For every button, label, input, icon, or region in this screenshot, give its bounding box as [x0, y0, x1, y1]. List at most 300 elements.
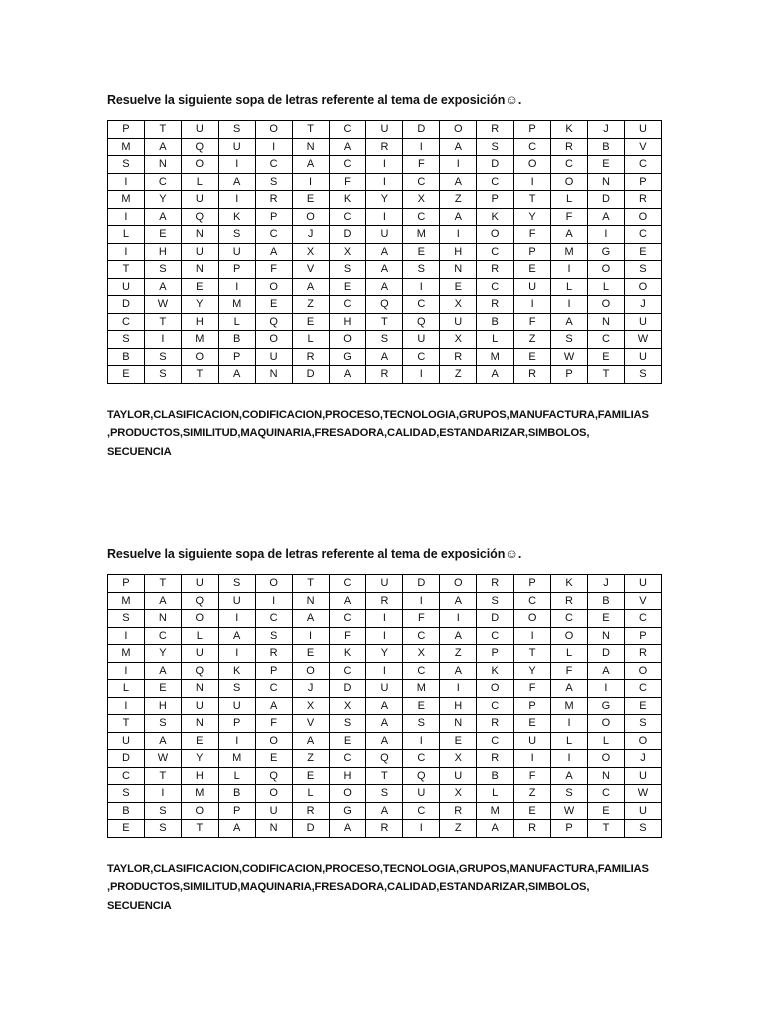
- grid-cell: A: [551, 313, 588, 331]
- grid-cell: L: [551, 191, 588, 209]
- grid-cell: C: [624, 680, 661, 698]
- grid-cell: E: [587, 802, 624, 820]
- grid-cell: K: [329, 191, 366, 209]
- grid-cell: U: [181, 697, 218, 715]
- grid-cell: N: [587, 173, 624, 191]
- grid-cell: H: [144, 697, 181, 715]
- grid-cell: T: [366, 313, 403, 331]
- grid-cell: E: [329, 732, 366, 750]
- grid-cell: I: [255, 592, 292, 610]
- grid-cell: N: [181, 261, 218, 279]
- grid-cell: X: [440, 750, 477, 768]
- grid-cell: W: [144, 296, 181, 314]
- grid-cell: P: [551, 820, 588, 838]
- grid-cell: A: [366, 715, 403, 733]
- grid-cell: U: [181, 243, 218, 261]
- grid-row: [108, 645, 662, 663]
- grid-cell: M: [403, 680, 440, 698]
- grid-cell: Q: [403, 767, 440, 785]
- grid-cell: A: [329, 366, 366, 384]
- grid-cell: U: [440, 767, 477, 785]
- grid-cell: I: [551, 715, 588, 733]
- grid-cell: S: [144, 366, 181, 384]
- grid-cell: F: [255, 261, 292, 279]
- grid-cell: A: [440, 627, 477, 645]
- grid-cell: A: [477, 366, 514, 384]
- grid-cell: I: [551, 296, 588, 314]
- grid-cell: T: [587, 820, 624, 838]
- grid-cell: L: [108, 680, 145, 698]
- grid-cell: C: [255, 610, 292, 628]
- grid-cell: S: [218, 226, 255, 244]
- grid-cell: U: [624, 575, 661, 593]
- grid-cell: O: [440, 121, 477, 139]
- grid-cell: Q: [181, 138, 218, 156]
- grid-cell: P: [624, 627, 661, 645]
- grid-cell: U: [624, 348, 661, 366]
- grid-cell: T: [144, 767, 181, 785]
- word-list-line: ,PRODUCTOS,SIMILITUD,MAQUINARIA,FRESADORA,CALIDAD,ESTANDARIZAR,SIMBOLOS,: [107, 881, 590, 893]
- grid-cell: C: [624, 226, 661, 244]
- grid-cell: C: [255, 156, 292, 174]
- grid-cell: O: [624, 278, 661, 296]
- grid-cell: E: [403, 243, 440, 261]
- grid-cell: E: [292, 645, 329, 663]
- grid-cell: G: [329, 348, 366, 366]
- letter-grid: [107, 574, 662, 838]
- grid-cell: U: [181, 645, 218, 663]
- grid-cell: X: [403, 191, 440, 209]
- grid-row: [108, 226, 662, 244]
- grid-cell: U: [218, 138, 255, 156]
- grid-cell: M: [108, 191, 145, 209]
- grid-cell: I: [144, 331, 181, 349]
- grid-cell: F: [329, 173, 366, 191]
- grid-cell: S: [218, 680, 255, 698]
- grid-cell: O: [551, 173, 588, 191]
- grid-cell: C: [477, 627, 514, 645]
- grid-cell: D: [329, 226, 366, 244]
- grid-cell: A: [329, 592, 366, 610]
- grid-cell: Q: [181, 662, 218, 680]
- grid-cell: W: [551, 348, 588, 366]
- grid-cell: U: [514, 278, 551, 296]
- grid-cell: I: [108, 697, 145, 715]
- word-search-sheet-1: [107, 92, 662, 461]
- grid-cell: F: [255, 715, 292, 733]
- grid-cell: U: [255, 348, 292, 366]
- grid-cell: R: [477, 750, 514, 768]
- grid-row: [108, 243, 662, 261]
- grid-cell: E: [108, 820, 145, 838]
- grid-cell: G: [587, 697, 624, 715]
- grid-cell: N: [587, 627, 624, 645]
- grid-cell: V: [624, 592, 661, 610]
- grid-cell: U: [366, 680, 403, 698]
- grid-cell: F: [403, 610, 440, 628]
- grid-cell: O: [181, 156, 218, 174]
- grid-row: [108, 191, 662, 209]
- grid-cell: T: [181, 366, 218, 384]
- grid-cell: A: [366, 348, 403, 366]
- grid-cell: M: [551, 697, 588, 715]
- grid-cell: R: [624, 191, 661, 209]
- grid-cell: A: [218, 173, 255, 191]
- grid-cell: Y: [514, 662, 551, 680]
- grid-cell: L: [551, 732, 588, 750]
- grid-cell: S: [477, 138, 514, 156]
- grid-cell: O: [292, 208, 329, 226]
- grid-cell: M: [108, 138, 145, 156]
- grid-cell: S: [403, 715, 440, 733]
- grid-row: [108, 296, 662, 314]
- grid-cell: O: [624, 732, 661, 750]
- grid-cell: S: [624, 715, 661, 733]
- grid-cell: C: [514, 592, 551, 610]
- grid-cell: P: [218, 715, 255, 733]
- grid-cell: I: [218, 191, 255, 209]
- grid-cell: I: [514, 296, 551, 314]
- grid-cell: U: [218, 697, 255, 715]
- grid-cell: I: [108, 627, 145, 645]
- grid-cell: U: [403, 331, 440, 349]
- grid-cell: P: [255, 208, 292, 226]
- grid-cell: C: [587, 785, 624, 803]
- grid-cell: R: [366, 820, 403, 838]
- grid-cell: K: [218, 662, 255, 680]
- grid-cell: O: [329, 331, 366, 349]
- grid-cell: A: [587, 208, 624, 226]
- grid-cell: U: [108, 732, 145, 750]
- grid-cell: Q: [403, 313, 440, 331]
- grid-cell: Y: [144, 645, 181, 663]
- grid-cell: K: [551, 575, 588, 593]
- grid-cell: Y: [366, 191, 403, 209]
- grid-cell: R: [551, 138, 588, 156]
- grid-cell: P: [108, 121, 145, 139]
- grid-cell: U: [624, 802, 661, 820]
- grid-cell: Z: [292, 750, 329, 768]
- grid-cell: S: [108, 156, 145, 174]
- grid-cell: X: [329, 243, 366, 261]
- grid-row: [108, 313, 662, 331]
- grid-cell: L: [477, 785, 514, 803]
- grid-cell: A: [292, 156, 329, 174]
- grid-cell: R: [477, 121, 514, 139]
- grid-cell: O: [255, 278, 292, 296]
- grid-row: [108, 138, 662, 156]
- grid-cell: I: [440, 156, 477, 174]
- grid-cell: I: [440, 680, 477, 698]
- grid-cell: U: [108, 278, 145, 296]
- grid-cell: D: [477, 156, 514, 174]
- grid-cell: A: [587, 662, 624, 680]
- grid-cell: K: [218, 208, 255, 226]
- grid-cell: A: [144, 278, 181, 296]
- grid-cell: G: [587, 243, 624, 261]
- grid-cell: J: [292, 226, 329, 244]
- grid-cell: C: [329, 208, 366, 226]
- grid-cell: D: [292, 820, 329, 838]
- grid-cell: A: [366, 732, 403, 750]
- grid-cell: X: [329, 697, 366, 715]
- grid-cell: C: [551, 156, 588, 174]
- grid-cell: F: [403, 156, 440, 174]
- grid-cell: C: [477, 243, 514, 261]
- grid-cell: L: [181, 173, 218, 191]
- grid-cell: I: [587, 226, 624, 244]
- grid-cell: O: [551, 627, 588, 645]
- grid-cell: D: [403, 575, 440, 593]
- grid-cell: P: [255, 662, 292, 680]
- grid-cell: P: [514, 575, 551, 593]
- grid-cell: M: [108, 592, 145, 610]
- grid-row: [108, 715, 662, 733]
- grid-cell: L: [587, 278, 624, 296]
- grid-cell: E: [144, 680, 181, 698]
- grid-cell: K: [329, 645, 366, 663]
- grid-cell: H: [181, 767, 218, 785]
- grid-cell: N: [255, 820, 292, 838]
- grid-cell: C: [587, 331, 624, 349]
- grid-cell: E: [403, 697, 440, 715]
- grid-cell: H: [144, 243, 181, 261]
- grid-cell: Z: [440, 820, 477, 838]
- grid-cell: N: [255, 366, 292, 384]
- grid-cell: A: [366, 802, 403, 820]
- grid-cell: K: [477, 208, 514, 226]
- grid-cell: B: [108, 348, 145, 366]
- grid-cell: E: [255, 296, 292, 314]
- grid-cell: I: [108, 208, 145, 226]
- grid-cell: U: [624, 767, 661, 785]
- grid-cell: A: [551, 680, 588, 698]
- word-list-line: TAYLOR,CLASIFICACION,CODIFICACION,PROCESO,TECNOLOGIA,GRUPOS,MANUFACTURA,FAMILIAS: [107, 862, 649, 875]
- grid-cell: E: [292, 767, 329, 785]
- grid-cell: O: [477, 226, 514, 244]
- grid-cell: D: [292, 366, 329, 384]
- grid-cell: X: [292, 243, 329, 261]
- grid-cell: A: [144, 732, 181, 750]
- grid-cell: A: [440, 173, 477, 191]
- grid-cell: J: [587, 121, 624, 139]
- grid-cell: H: [181, 313, 218, 331]
- grid-cell: C: [144, 627, 181, 645]
- grid-cell: U: [366, 575, 403, 593]
- grid-cell: S: [624, 261, 661, 279]
- grid-cell: F: [514, 226, 551, 244]
- grid-cell: F: [329, 627, 366, 645]
- grid-cell: J: [292, 680, 329, 698]
- grid-cell: C: [255, 680, 292, 698]
- grid-cell: T: [108, 715, 145, 733]
- grid-cell: S: [144, 802, 181, 820]
- grid-row: [108, 697, 662, 715]
- grid-cell: N: [292, 592, 329, 610]
- grid-cell: B: [587, 592, 624, 610]
- grid-cell: M: [218, 750, 255, 768]
- grid-cell: V: [624, 138, 661, 156]
- grid-cell: A: [440, 592, 477, 610]
- grid-cell: I: [587, 680, 624, 698]
- grid-cell: E: [292, 191, 329, 209]
- grid-cell: C: [403, 296, 440, 314]
- grid-cell: C: [551, 610, 588, 628]
- grid-cell: M: [108, 645, 145, 663]
- grid-row: [108, 785, 662, 803]
- grid-cell: S: [551, 331, 588, 349]
- grid-cell: A: [144, 662, 181, 680]
- grid-cell: E: [181, 732, 218, 750]
- grid-row: [108, 662, 662, 680]
- grid-cell: U: [218, 592, 255, 610]
- grid-cell: U: [366, 121, 403, 139]
- grid-cell: J: [587, 575, 624, 593]
- grid-cell: S: [329, 261, 366, 279]
- grid-cell: O: [440, 575, 477, 593]
- grid-cell: H: [440, 697, 477, 715]
- grid-cell: C: [477, 278, 514, 296]
- grid-cell: I: [218, 610, 255, 628]
- grid-cell: U: [218, 243, 255, 261]
- grid-cell: O: [181, 610, 218, 628]
- grid-cell: F: [514, 680, 551, 698]
- grid-cell: D: [329, 680, 366, 698]
- grid-cell: O: [477, 680, 514, 698]
- grid-cell: I: [144, 785, 181, 803]
- grid-cell: O: [624, 208, 661, 226]
- grid-cell: P: [218, 348, 255, 366]
- grid-cell: C: [514, 138, 551, 156]
- grid-row: [108, 750, 662, 768]
- grid-cell: P: [218, 261, 255, 279]
- grid-cell: T: [587, 366, 624, 384]
- grid-cell: C: [403, 348, 440, 366]
- word-list: [107, 406, 687, 462]
- grid-cell: A: [144, 138, 181, 156]
- grid-cell: O: [181, 348, 218, 366]
- grid-cell: S: [477, 592, 514, 610]
- grid-cell: P: [551, 366, 588, 384]
- grid-cell: O: [514, 610, 551, 628]
- grid-cell: A: [292, 278, 329, 296]
- grid-cell: E: [440, 732, 477, 750]
- grid-cell: Z: [514, 785, 551, 803]
- grid-cell: W: [551, 802, 588, 820]
- grid-cell: S: [255, 173, 292, 191]
- grid-row: [108, 366, 662, 384]
- grid-cell: S: [329, 715, 366, 733]
- grid-cell: G: [329, 802, 366, 820]
- grid-cell: L: [108, 226, 145, 244]
- grid-cell: S: [144, 715, 181, 733]
- grid-cell: M: [403, 226, 440, 244]
- grid-cell: N: [181, 226, 218, 244]
- grid-cell: A: [477, 820, 514, 838]
- grid-cell: Q: [181, 208, 218, 226]
- grid-cell: W: [144, 750, 181, 768]
- grid-cell: V: [292, 715, 329, 733]
- grid-cell: A: [218, 820, 255, 838]
- grid-cell: Q: [255, 313, 292, 331]
- grid-cell: P: [477, 645, 514, 663]
- grid-cell: E: [514, 715, 551, 733]
- grid-cell: Z: [514, 331, 551, 349]
- grid-cell: R: [292, 348, 329, 366]
- grid-cell: W: [624, 331, 661, 349]
- grid-cell: I: [514, 627, 551, 645]
- grid-cell: U: [624, 313, 661, 331]
- grid-cell: E: [587, 610, 624, 628]
- grid-cell: Y: [366, 645, 403, 663]
- grid-cell: I: [440, 610, 477, 628]
- letter-grid: [107, 120, 662, 384]
- grid-cell: R: [440, 802, 477, 820]
- grid-cell: K: [551, 121, 588, 139]
- grid-cell: R: [477, 715, 514, 733]
- grid-cell: N: [181, 680, 218, 698]
- grid-cell: R: [255, 645, 292, 663]
- grid-cell: S: [366, 785, 403, 803]
- grid-cell: E: [181, 278, 218, 296]
- grid-cell: A: [292, 610, 329, 628]
- grid-row: [108, 121, 662, 139]
- grid-cell: D: [477, 610, 514, 628]
- grid-cell: O: [514, 156, 551, 174]
- grid-cell: T: [144, 121, 181, 139]
- grid-cell: F: [551, 208, 588, 226]
- grid-cell: V: [292, 261, 329, 279]
- grid-cell: D: [403, 121, 440, 139]
- grid-cell: M: [218, 296, 255, 314]
- grid-cell: D: [587, 645, 624, 663]
- grid-cell: S: [551, 785, 588, 803]
- grid-row: [108, 208, 662, 226]
- grid-cell: C: [477, 732, 514, 750]
- grid-cell: A: [366, 697, 403, 715]
- grid-cell: I: [366, 662, 403, 680]
- grid-cell: T: [514, 191, 551, 209]
- grid-cell: I: [366, 156, 403, 174]
- grid-cell: X: [403, 645, 440, 663]
- grid-cell: O: [255, 785, 292, 803]
- grid-cell: I: [366, 208, 403, 226]
- grid-cell: C: [403, 750, 440, 768]
- grid-cell: N: [587, 313, 624, 331]
- grid-cell: I: [255, 138, 292, 156]
- grid-cell: I: [551, 261, 588, 279]
- grid-cell: I: [218, 278, 255, 296]
- grid-cell: A: [144, 208, 181, 226]
- grid-cell: C: [255, 226, 292, 244]
- grid-cell: O: [624, 662, 661, 680]
- grid-row: [108, 348, 662, 366]
- grid-cell: C: [108, 313, 145, 331]
- grid-cell: I: [218, 645, 255, 663]
- grid-row: [108, 592, 662, 610]
- grid-cell: N: [181, 715, 218, 733]
- grid-cell: L: [551, 278, 588, 296]
- grid-cell: Y: [181, 750, 218, 768]
- grid-cell: Y: [514, 208, 551, 226]
- grid-cell: S: [144, 820, 181, 838]
- grid-cell: T: [144, 575, 181, 593]
- grid-row: [108, 802, 662, 820]
- grid-cell: S: [218, 575, 255, 593]
- grid-cell: O: [587, 715, 624, 733]
- grid-cell: X: [440, 785, 477, 803]
- grid-cell: R: [514, 366, 551, 384]
